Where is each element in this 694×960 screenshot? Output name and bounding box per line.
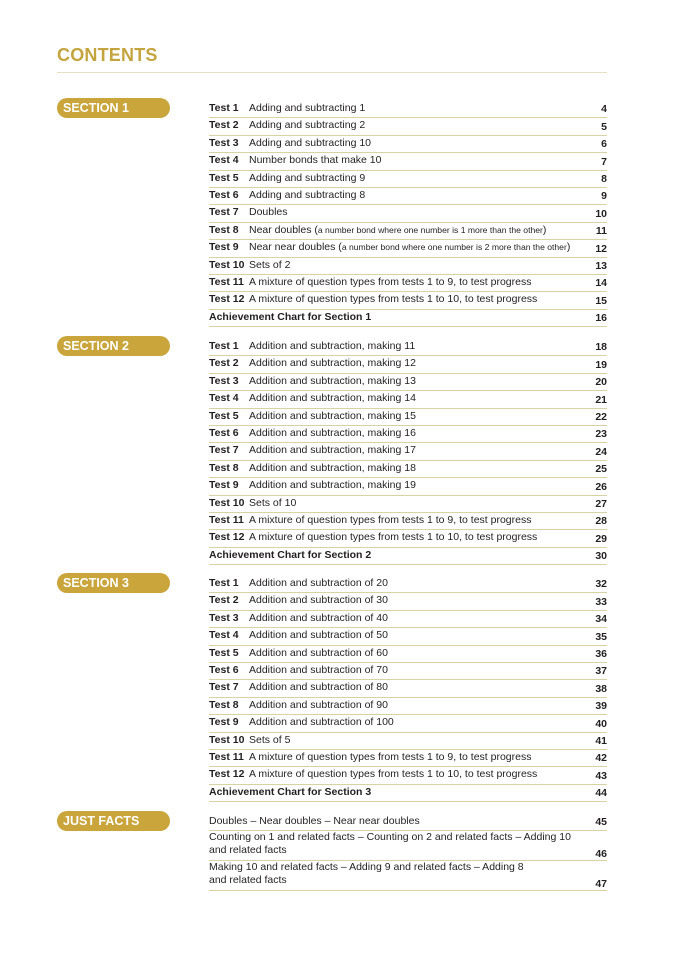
entry-text: Addition and subtraction, making 13 bbox=[249, 374, 416, 387]
contents-entry[interactable] bbox=[209, 292, 607, 309]
contents-entry[interactable] bbox=[209, 814, 607, 831]
contents-entry[interactable] bbox=[209, 101, 607, 118]
page-number: 10 bbox=[595, 207, 607, 220]
page-number: 13 bbox=[595, 259, 607, 272]
entry-text: Near near doubles ( bbox=[249, 241, 342, 254]
entry-title bbox=[249, 530, 583, 546]
page-number: 23 bbox=[595, 428, 607, 441]
entry-title bbox=[249, 223, 583, 239]
test-number: Test 8 bbox=[209, 461, 239, 474]
entry-title bbox=[249, 391, 583, 407]
entry-title bbox=[249, 374, 583, 390]
test-number: Test 11 bbox=[209, 513, 244, 526]
entry-title bbox=[249, 593, 583, 609]
entry-text: Adding and subtracting 1 bbox=[249, 102, 366, 114]
contents-entry[interactable] bbox=[209, 750, 607, 767]
contents-entry[interactable] bbox=[209, 861, 607, 891]
test-number: Test 11 bbox=[209, 750, 244, 763]
entry-text-cont: and related facts bbox=[209, 873, 287, 886]
page-number: 29 bbox=[595, 532, 607, 545]
contents-entry[interactable] bbox=[209, 611, 607, 628]
contents-entry[interactable] bbox=[209, 628, 607, 645]
section-label: SECTION 3 bbox=[57, 573, 170, 593]
section-label: SECTION 1 bbox=[57, 98, 170, 118]
contents-entry[interactable] bbox=[209, 663, 607, 680]
entry-title bbox=[249, 611, 583, 627]
page-title: CONTENTS bbox=[57, 45, 158, 65]
contents-entry[interactable] bbox=[209, 356, 607, 373]
page-number: 39 bbox=[595, 700, 607, 713]
contents-entry[interactable] bbox=[209, 136, 607, 153]
page-number: 16 bbox=[595, 312, 607, 325]
achievement-chart-entry[interactable] bbox=[209, 548, 607, 565]
entry-text: Addition and subtraction, making 15 bbox=[249, 409, 416, 422]
test-number: Test 6 bbox=[209, 663, 239, 676]
entry-title bbox=[249, 750, 583, 766]
contents-entry[interactable] bbox=[209, 153, 607, 170]
page-number: 34 bbox=[595, 613, 607, 626]
contents-entry[interactable] bbox=[209, 188, 607, 205]
page-number: 30 bbox=[595, 550, 607, 563]
test-number: Test 5 bbox=[209, 409, 239, 422]
section-rows bbox=[209, 339, 607, 565]
entry-close: ) bbox=[542, 223, 547, 236]
entry-text: Adding and subtracting 8 bbox=[249, 188, 366, 201]
entry-title bbox=[249, 646, 583, 662]
page-number: 22 bbox=[595, 410, 607, 423]
test-number: Test 7 bbox=[209, 206, 239, 219]
contents-entry[interactable] bbox=[209, 831, 607, 861]
test-number: Test 9 bbox=[209, 716, 239, 729]
entry-text: Doubles – Near doubles – Near near doubles bbox=[209, 815, 420, 827]
page-number: 11 bbox=[595, 225, 607, 238]
section-rows bbox=[209, 576, 607, 802]
entry-text: Sets of 2 bbox=[249, 258, 291, 271]
section-label: SECTION 2 bbox=[57, 336, 170, 356]
test-number: Test 4 bbox=[209, 392, 239, 405]
achievement-chart-entry[interactable] bbox=[209, 310, 607, 327]
test-number: Test 2 bbox=[209, 594, 239, 607]
entry-note: a number bond where one number is 1 more than the other bbox=[317, 224, 543, 235]
contents-entry[interactable] bbox=[209, 733, 607, 750]
contents-entry[interactable] bbox=[209, 513, 607, 530]
test-number: Test 12 bbox=[209, 293, 245, 306]
entry-title bbox=[249, 478, 583, 494]
page-number: 41 bbox=[595, 734, 607, 747]
contents-entry[interactable] bbox=[209, 426, 607, 443]
entry-heading: Achievement Chart for Section 3 bbox=[209, 785, 372, 798]
section-rows bbox=[209, 101, 607, 327]
page-number: 45 bbox=[595, 816, 607, 829]
test-number: Test 7 bbox=[209, 681, 239, 694]
entry-text: A mixture of question types from tests 1 to 9, to test progress bbox=[249, 750, 532, 763]
test-number: Test 10 bbox=[209, 496, 245, 509]
page-number: 26 bbox=[595, 480, 607, 493]
entry-title bbox=[249, 101, 583, 117]
entry-text: Addition and subtraction of 70 bbox=[249, 663, 388, 676]
entry-title bbox=[249, 205, 583, 221]
entry-title bbox=[249, 188, 583, 204]
entry-text: Addition and subtraction, making 11 bbox=[249, 340, 416, 352]
entry-title bbox=[249, 461, 583, 477]
page-number: 42 bbox=[595, 752, 607, 765]
page-number: 28 bbox=[595, 515, 607, 528]
page-number: 38 bbox=[595, 682, 607, 695]
test-number: Test 7 bbox=[209, 444, 239, 457]
page-number: 43 bbox=[595, 769, 607, 782]
contents-entry[interactable] bbox=[209, 680, 607, 697]
page-number: 46 bbox=[595, 847, 607, 860]
contents-entry[interactable] bbox=[209, 478, 607, 495]
entry-title bbox=[249, 136, 583, 152]
entry-text: Adding and subtracting 2 bbox=[249, 119, 366, 132]
page-number: 7 bbox=[601, 155, 607, 168]
entry-title bbox=[249, 733, 583, 749]
contents-entry[interactable] bbox=[209, 205, 607, 222]
entry-title bbox=[249, 339, 583, 355]
contents-entry[interactable] bbox=[209, 576, 607, 593]
entry-text: Addition and subtraction of 20 bbox=[249, 577, 388, 589]
entry-text: Adding and subtracting 10 bbox=[249, 136, 372, 149]
entry-title bbox=[209, 814, 583, 830]
entry-title bbox=[249, 680, 583, 696]
entry-title bbox=[249, 258, 583, 274]
entry-text-cont: and related facts bbox=[209, 843, 287, 856]
test-number: Test 3 bbox=[209, 136, 239, 149]
entry-title bbox=[249, 443, 583, 459]
entry-title bbox=[249, 240, 583, 256]
page-number: 9 bbox=[601, 190, 607, 203]
entry-text: Addition and subtraction, making 12 bbox=[249, 357, 416, 370]
entry-title bbox=[249, 292, 583, 308]
title-divider bbox=[57, 72, 607, 73]
test-number: Test 12 bbox=[209, 531, 245, 544]
contents-entry[interactable] bbox=[209, 240, 607, 257]
test-number: Test 5 bbox=[209, 171, 239, 184]
page-number: 40 bbox=[595, 717, 607, 730]
entry-text: Addition and subtraction, making 19 bbox=[249, 479, 416, 492]
entry-title bbox=[249, 118, 583, 134]
page-number: 12 bbox=[595, 242, 607, 255]
entry-text: Addition and subtraction of 40 bbox=[249, 611, 388, 624]
contents-entry[interactable] bbox=[209, 118, 607, 135]
entry-text: Addition and subtraction, making 17 bbox=[249, 444, 416, 457]
entry-title bbox=[249, 153, 583, 169]
test-number: Test 8 bbox=[209, 698, 239, 711]
contents-entry[interactable] bbox=[209, 443, 607, 460]
entry-text: A mixture of question types from tests 1 to 10, to test progress bbox=[249, 768, 538, 781]
entry-title bbox=[209, 831, 583, 860]
entry-text: Doubles bbox=[249, 206, 288, 219]
entry-text: A mixture of question types from tests 1 to 10, to test progress bbox=[249, 293, 538, 306]
page-number: 24 bbox=[595, 445, 607, 458]
entry-text: Addition and subtraction, making 14 bbox=[249, 392, 416, 405]
entry-text: Number bonds that make 10 bbox=[249, 154, 382, 167]
page-number: 35 bbox=[595, 630, 607, 643]
test-number: Test 9 bbox=[209, 241, 239, 254]
entry-title bbox=[249, 663, 583, 679]
page-number: 14 bbox=[595, 277, 607, 290]
test-number: Test 2 bbox=[209, 357, 239, 370]
page-number: 15 bbox=[595, 294, 607, 307]
contents-entry[interactable] bbox=[209, 275, 607, 292]
entry-title bbox=[249, 576, 583, 592]
page-number: 32 bbox=[595, 578, 607, 591]
test-number: Test 10 bbox=[209, 733, 245, 746]
contents-entry[interactable] bbox=[209, 171, 607, 188]
contents-entry[interactable] bbox=[209, 339, 607, 356]
test-number: Test 4 bbox=[209, 154, 239, 167]
page-number: 33 bbox=[595, 595, 607, 608]
entry-text: Making 10 and related facts – Adding 9 and related facts – Adding 8 bbox=[209, 861, 524, 874]
entry-text: Near doubles ( bbox=[249, 223, 318, 236]
entry-close: ) bbox=[566, 241, 571, 254]
page-number: 6 bbox=[601, 138, 607, 151]
page-number: 20 bbox=[595, 376, 607, 389]
entry-title bbox=[249, 171, 583, 187]
entry-heading: Achievement Chart for Section 2 bbox=[209, 548, 372, 561]
entry-text: Addition and subtraction of 60 bbox=[249, 646, 388, 659]
test-number: Test 1 bbox=[209, 577, 239, 589]
entry-text: A mixture of question types from tests 1 to 10, to test progress bbox=[249, 531, 538, 544]
entry-text: Sets of 10 bbox=[249, 496, 297, 509]
contents-entry[interactable] bbox=[209, 530, 607, 547]
contents-entry[interactable] bbox=[209, 698, 607, 715]
page-number: 36 bbox=[595, 647, 607, 660]
page-number: 19 bbox=[595, 358, 607, 371]
page-number: 8 bbox=[601, 172, 607, 185]
test-number: Test 2 bbox=[209, 119, 239, 132]
contents-entry[interactable] bbox=[209, 374, 607, 391]
test-number: Test 4 bbox=[209, 629, 239, 642]
entry-title bbox=[249, 767, 583, 783]
page-number: 44 bbox=[595, 787, 607, 800]
test-number: Test 6 bbox=[209, 426, 239, 439]
entry-title bbox=[249, 628, 583, 644]
section-rows bbox=[209, 814, 607, 891]
entry-note: a number bond where one number is 2 more than the other bbox=[341, 242, 567, 253]
contents-entry[interactable] bbox=[209, 258, 607, 275]
entry-text: Addition and subtraction of 90 bbox=[249, 698, 388, 711]
test-number: Test 1 bbox=[209, 102, 239, 114]
contents-entry[interactable] bbox=[209, 391, 607, 408]
test-number: Test 5 bbox=[209, 646, 239, 659]
contents-entry[interactable] bbox=[209, 646, 607, 663]
entry-heading: Achievement Chart for Section 1 bbox=[209, 310, 372, 323]
page-number: 47 bbox=[595, 877, 607, 890]
achievement-chart-entry[interactable] bbox=[209, 785, 607, 802]
test-number: Test 3 bbox=[209, 374, 239, 387]
page-number: 25 bbox=[595, 463, 607, 476]
entry-text: A mixture of question types from tests 1 to 9, to test progress bbox=[249, 275, 532, 288]
entry-text: Adding and subtracting 9 bbox=[249, 171, 366, 184]
contents-entry[interactable] bbox=[209, 223, 607, 240]
entry-title bbox=[249, 513, 583, 529]
page-number: 4 bbox=[601, 103, 607, 116]
entry-text: Addition and subtraction, making 18 bbox=[249, 461, 416, 474]
entry-title bbox=[249, 356, 583, 372]
page-number: 18 bbox=[595, 341, 607, 354]
entry-title bbox=[209, 861, 583, 890]
test-number: Test 6 bbox=[209, 188, 239, 201]
contents-entry[interactable] bbox=[209, 715, 607, 732]
test-number: Test 9 bbox=[209, 479, 239, 492]
contents-entry[interactable] bbox=[209, 767, 607, 784]
test-number: Test 12 bbox=[209, 768, 245, 781]
entry-text: Addition and subtraction of 100 bbox=[249, 716, 394, 729]
contents-entry[interactable] bbox=[209, 496, 607, 513]
test-number: Test 3 bbox=[209, 611, 239, 624]
contents-entry[interactable] bbox=[209, 409, 607, 426]
test-number: Test 10 bbox=[209, 258, 245, 271]
entry-text: Addition and subtraction of 30 bbox=[249, 594, 388, 607]
entry-title bbox=[249, 715, 583, 731]
page-number: 27 bbox=[595, 497, 607, 510]
entry-title bbox=[249, 426, 583, 442]
contents-entry[interactable] bbox=[209, 461, 607, 478]
test-number: Test 8 bbox=[209, 223, 239, 236]
entry-text: A mixture of question types from tests 1 to 9, to test progress bbox=[249, 513, 532, 526]
entry-text: Addition and subtraction of 50 bbox=[249, 629, 388, 642]
entry-text: Sets of 5 bbox=[249, 733, 291, 746]
test-number: Test 11 bbox=[209, 275, 244, 288]
entry-text: Addition and subtraction of 80 bbox=[249, 681, 388, 694]
entry-title bbox=[249, 698, 583, 714]
entry-title bbox=[249, 275, 583, 291]
page-number: 5 bbox=[601, 120, 607, 133]
entry-title bbox=[249, 496, 583, 512]
entry-title bbox=[249, 409, 583, 425]
page-number: 37 bbox=[595, 665, 607, 678]
contents-entry[interactable] bbox=[209, 593, 607, 610]
entry-text: Addition and subtraction, making 16 bbox=[249, 426, 416, 439]
section-label: JUST FACTS bbox=[57, 811, 170, 831]
entry-text: Counting on 1 and related facts – Counting on 2 and related facts – Adding 10 bbox=[209, 831, 571, 844]
page-number: 21 bbox=[595, 393, 607, 406]
test-number: Test 1 bbox=[209, 340, 239, 352]
